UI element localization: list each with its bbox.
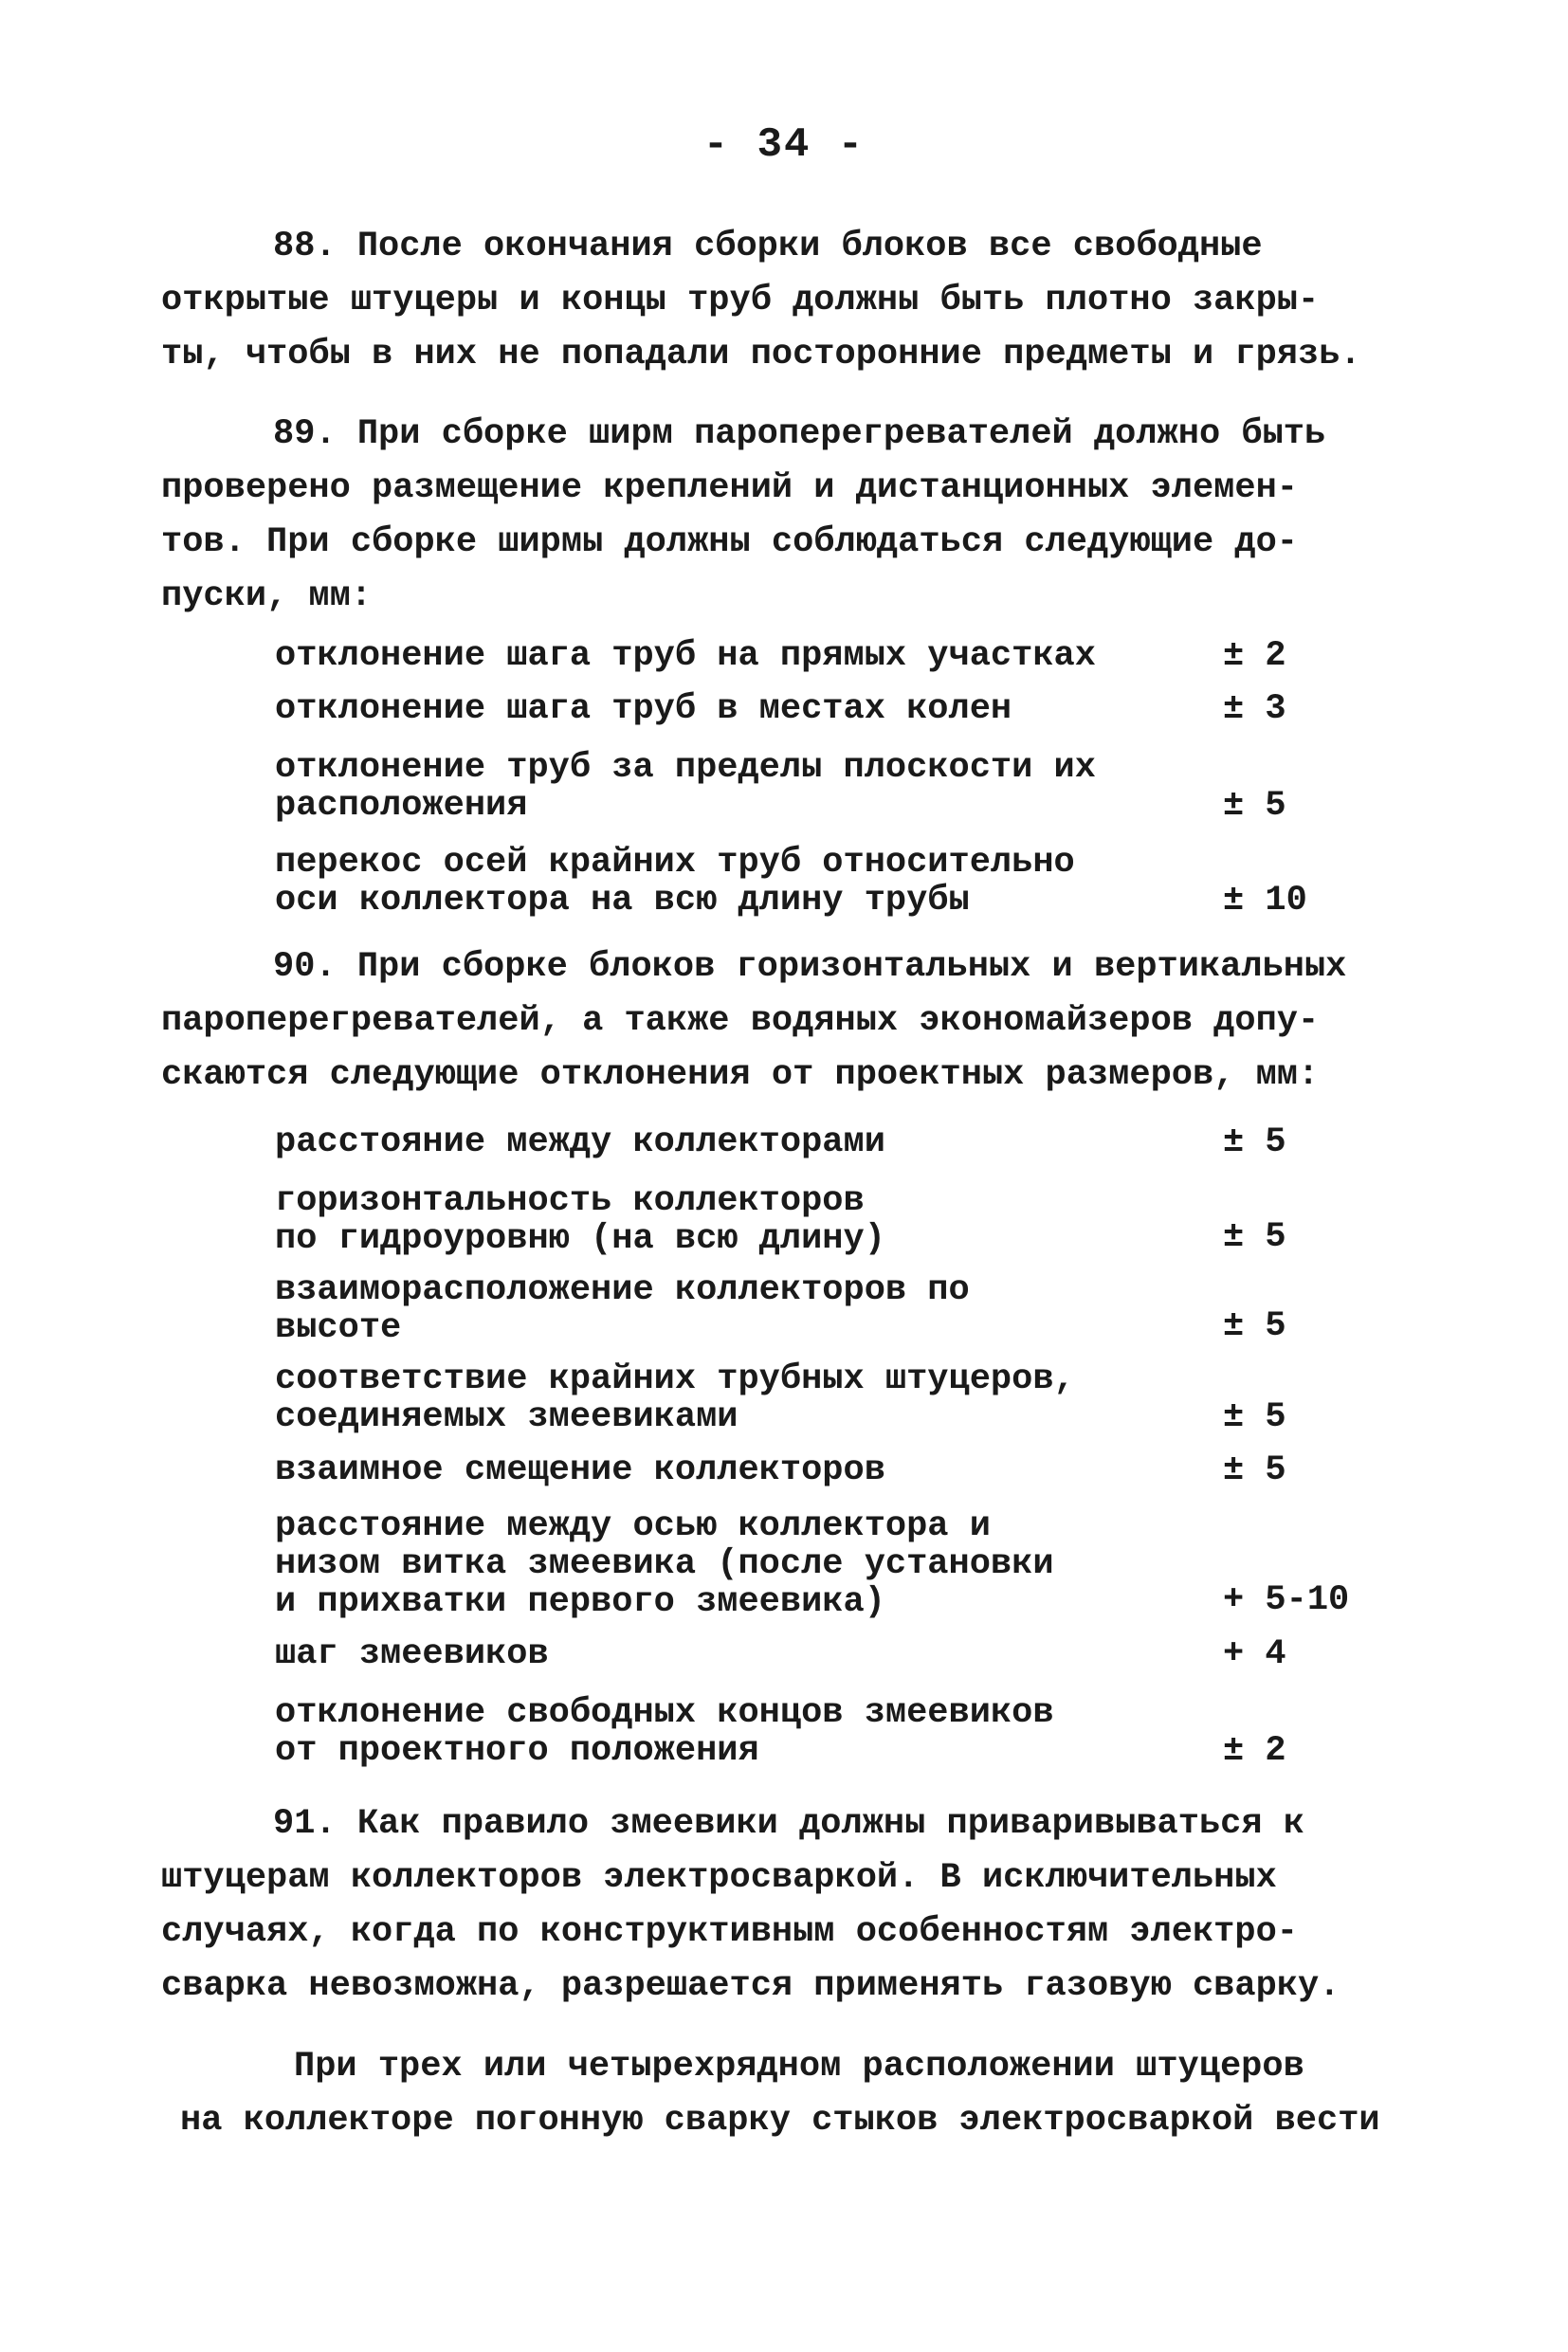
tolerance-value: + 5-10 bbox=[1223, 1580, 1350, 1620]
tolerance-label: горизонтальность коллекторов по гидроуровню (на всю длину) bbox=[275, 1181, 885, 1259]
paragraph-89-line-2: проверено размещение креплений и дистанционных элемен- bbox=[161, 468, 1298, 508]
tolerance-label: соответствие крайних трубных штуцеров, соединяемых змеевиками bbox=[275, 1359, 1075, 1437]
paragraph-88-line-3: ты, чтобы в них не попадали посторонние предметы и грязь. bbox=[161, 335, 1361, 374]
tolerance-label: расстояние между коллекторами bbox=[275, 1122, 885, 1162]
paragraph-88-line-1: 88. После окончания сборки блоков все свободные bbox=[273, 227, 1263, 266]
tolerance-value: ± 3 bbox=[1223, 689, 1286, 729]
tolerance-value: ± 5 bbox=[1223, 1397, 1286, 1437]
paragraph-89-line-4: пуски, мм: bbox=[161, 576, 373, 616]
tolerance-value: ± 5 bbox=[1223, 1450, 1286, 1490]
tolerance-value: ± 5 bbox=[1223, 1122, 1286, 1162]
tolerance-value: ± 10 bbox=[1223, 881, 1307, 921]
paragraph-88-line-2: открытые штуцеры и концы труб должны быть плотно закры- bbox=[161, 281, 1320, 320]
tolerance-label: отклонение шага труб в местах колен bbox=[275, 689, 1012, 729]
tolerance-label: расстояние между осью коллектора и низом витка змеевика (после установки и прихватки первого змеевика) bbox=[275, 1506, 1054, 1622]
tolerance-label: взаимное смещение коллекторов bbox=[275, 1450, 885, 1490]
paragraph-90-line-1: 90. При сборке блоков горизонтальных и вертикальных bbox=[273, 947, 1347, 987]
tolerance-value: ± 5 bbox=[1223, 1217, 1286, 1257]
paragraph-final-line-1: При трех или четырехрядном расположении штуцеров bbox=[294, 2047, 1304, 2087]
tolerance-value: ± 2 bbox=[1223, 636, 1286, 676]
paragraph-91-line-4: сварка невозможна, разрешается применять газовую сварку. bbox=[161, 1966, 1340, 2006]
paragraph-91-line-1: 91. Как правило змеевики должны приваривываться к bbox=[273, 1804, 1304, 1844]
tolerance-label: отклонение шага труб на прямых участках bbox=[275, 636, 1096, 676]
tolerance-label: перекос осей крайних труб относительно оси коллектора на всю длину трубы bbox=[275, 843, 1075, 921]
paragraph-90-line-2: пароперегревателей, а также водяных экономайзеров допу- bbox=[161, 1001, 1320, 1041]
paragraph-90-line-3: скаются следующие отклонения от проектных размеров, мм: bbox=[161, 1055, 1320, 1095]
tolerance-label: отклонение труб за пределы плоскости их расположения bbox=[275, 748, 1096, 826]
paragraph-89-line-1: 89. При сборке ширм пароперегревателей должно быть bbox=[273, 414, 1326, 454]
tolerance-value: + 4 bbox=[1223, 1634, 1286, 1674]
paragraph-91-line-3: случаях, когда по конструктивным особенностям электро- bbox=[161, 1912, 1298, 1952]
paragraph-final-line-2: на коллекторе погонную сварку стыков электросваркой вести bbox=[180, 2101, 1380, 2141]
tolerance-label: взаиморасположение коллекторов по высоте bbox=[275, 1270, 970, 1348]
tolerance-label: отклонение свободных концов змеевиков от проектного положения bbox=[275, 1693, 1054, 1771]
paragraph-91-line-2: штуцерам коллекторов электросваркой. В исключительных bbox=[161, 1858, 1277, 1898]
tolerance-value: ± 5 bbox=[1223, 1306, 1286, 1346]
paragraph-89-line-3: тов. При сборке ширмы должны соблюдаться следующие до- bbox=[161, 522, 1298, 562]
page-number: - 34 - bbox=[702, 121, 866, 169]
tolerance-label: шаг змеевиков bbox=[275, 1634, 549, 1674]
tolerance-value: ± 2 bbox=[1223, 1731, 1286, 1771]
tolerance-value: ± 5 bbox=[1223, 786, 1286, 826]
